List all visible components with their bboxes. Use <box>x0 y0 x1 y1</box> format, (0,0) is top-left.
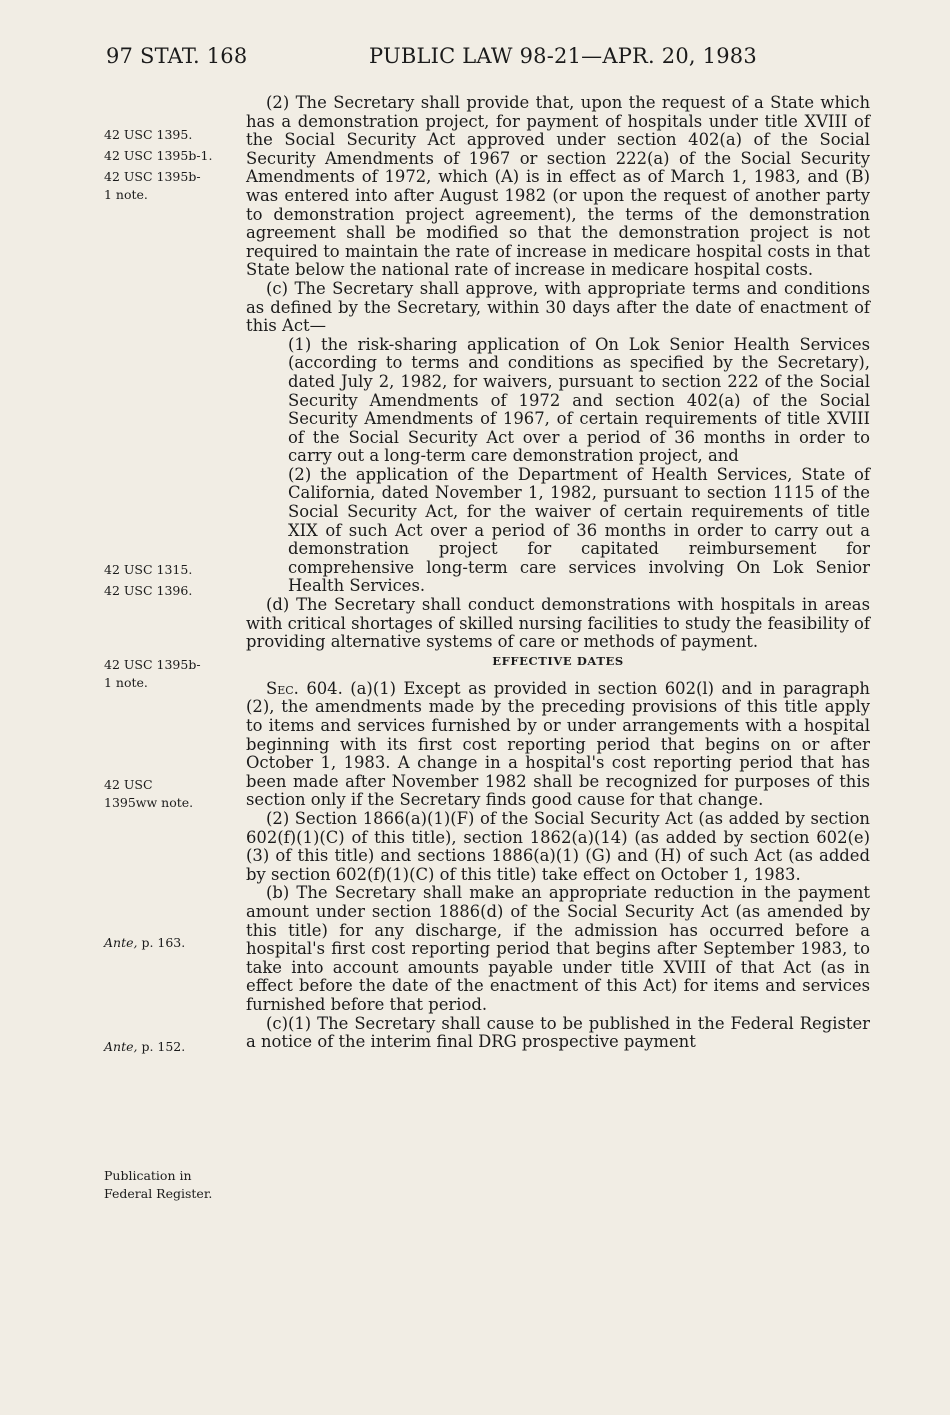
margin-note: 42 USC 1315. <box>104 562 193 577</box>
margin-note: Ante, p. 163. <box>104 935 186 950</box>
running-head: PUBLIC LAW 98-21—APR. 20, 1983 <box>369 44 757 68</box>
margin-note-group-4 <box>104 776 204 812</box>
margin-note-group-3 <box>104 656 204 692</box>
paragraph-c: (c) The Secretary shall approve, with appropriate terms and conditions as defined by the Secretary, within 30 days after the date of enactment of this Act— <box>246 278 870 336</box>
margin-note: Publication in Federal Register. <box>104 1168 213 1201</box>
paragraph-604-c1: (c)(1) The Secretary shall cause to be published in the Federal Register a notice of the interim final DRG prospective payment <box>246 1013 870 1052</box>
margin-note: 42 USC 1395b-1 note. <box>104 657 201 690</box>
page-stat-number: 97 STAT. 168 <box>106 44 248 68</box>
margin-note: 42 USC 1396. <box>104 583 193 598</box>
section-heading: EFFECTIVE DATES <box>492 653 624 668</box>
paragraph-604-b: (b) The Secretary shall make an appropriate reduction in the payment amount under section 1886(d) of the Social Security Act (as amended by this title) for any discharge, if the admission has occurred before a hospital's first cost reporting period that begins after September 1983, to take into account amounts payable under title XVIII of that Act (as in effect before the date of the enactment of this Act) for items and services furnished before that period. <box>246 883 870 1014</box>
paragraph-d: (d) The Secretary shall conduct demonstrations with hospitals in areas with critical shortages of skilled nursing facilities to study the feasibility of providing alternative systems of care or methods of payment. <box>246 595 870 652</box>
margin-note: Ante, p. 152. <box>104 1039 186 1054</box>
margin-note: 42 USC 1395b-1. <box>104 148 213 163</box>
paragraph-b2: (2) The Secretary shall provide that, upon the request of a State which has a demonstration project, for payment of hospitals under title XVIII of the Social Security Act approved under section 402(a) of the Social Security Amendments of 1967 or section 222(a) of the Social Security Amendments of 1972, which (A) is in effect as of March 1, 1983, and (B) was entered into after August 1982 (or upon the request of another party to demonstration project agreement), the terms of the demonstration agreement shall be modified so that the demonstration project is not required to maintain the rate of increase in medicare hospital costs in that State below the national rate of increase in medicare hospital costs. <box>246 93 870 280</box>
paragraph-c1: (1) the risk-sharing application of On Lok Senior Health Services (according to terms and conditions as specified by the Secretary), dated July 2, 1982, for waivers, pursuant to section 222 of the Social Security Amendments of 1972 and section 402(a) of the Social Security Amendments of 1967, of certain requirements of title XVIII of the Social Security Act over a period of 36 months in order to carry out a long-term care demonstration project, and <box>288 334 870 466</box>
paragraph-c2: (2) the application of the Department of Health Services, State of California, dated November 1, 1982, pursuant to section 1115 of the Social Security Act, for the waiver of certain requirements of title XIX of such Act over a period of 36 months in order to carry out a demonstration project for capitated reimbursement for comprehensive long-term care services involving On Lok Senior Health Services. <box>288 464 870 596</box>
margin-note: 42 USC 1395. <box>104 127 193 142</box>
margin-note: 42 USC 1395b-1 note. <box>104 169 201 202</box>
margin-note-group-1 <box>104 126 234 204</box>
margin-note-group-5 <box>104 934 234 952</box>
margin-note-group-6 <box>104 1038 234 1056</box>
margin-note-group-2 <box>104 561 234 600</box>
body-text <box>246 94 870 1052</box>
paragraph-604-a1: Sec. 604. (a)(1) Except as provided in section 602(l) and in paragraph (2), the amendments made by the preceding provisions of this title apply to items and services furnished by or under arrangements with a hospital beginning with its first cost reporting period that begins on or after October 1, 1983. A change in a hospital's cost reporting period that has been made after November 1982 shall be recognized for purposes of this section only if the Secretary finds good cause for that change. <box>246 678 870 810</box>
margin-note-group-7 <box>104 1167 216 1203</box>
paragraph-604-a2: (2) Section 1866(a)(1)(F) of the Social Security Act (as added by section 602(f)(1)(C) of this title), section 1862(a)(14) (as added by section 602(e)(3) of this title) and sections 1886(a)(1) (G) and (H) of such Act (as added by section 602(f)(1)(C) of this title) take effect on October 1, 1983. <box>246 808 870 884</box>
margin-note: 42 USC 1395ww note. <box>104 777 194 810</box>
